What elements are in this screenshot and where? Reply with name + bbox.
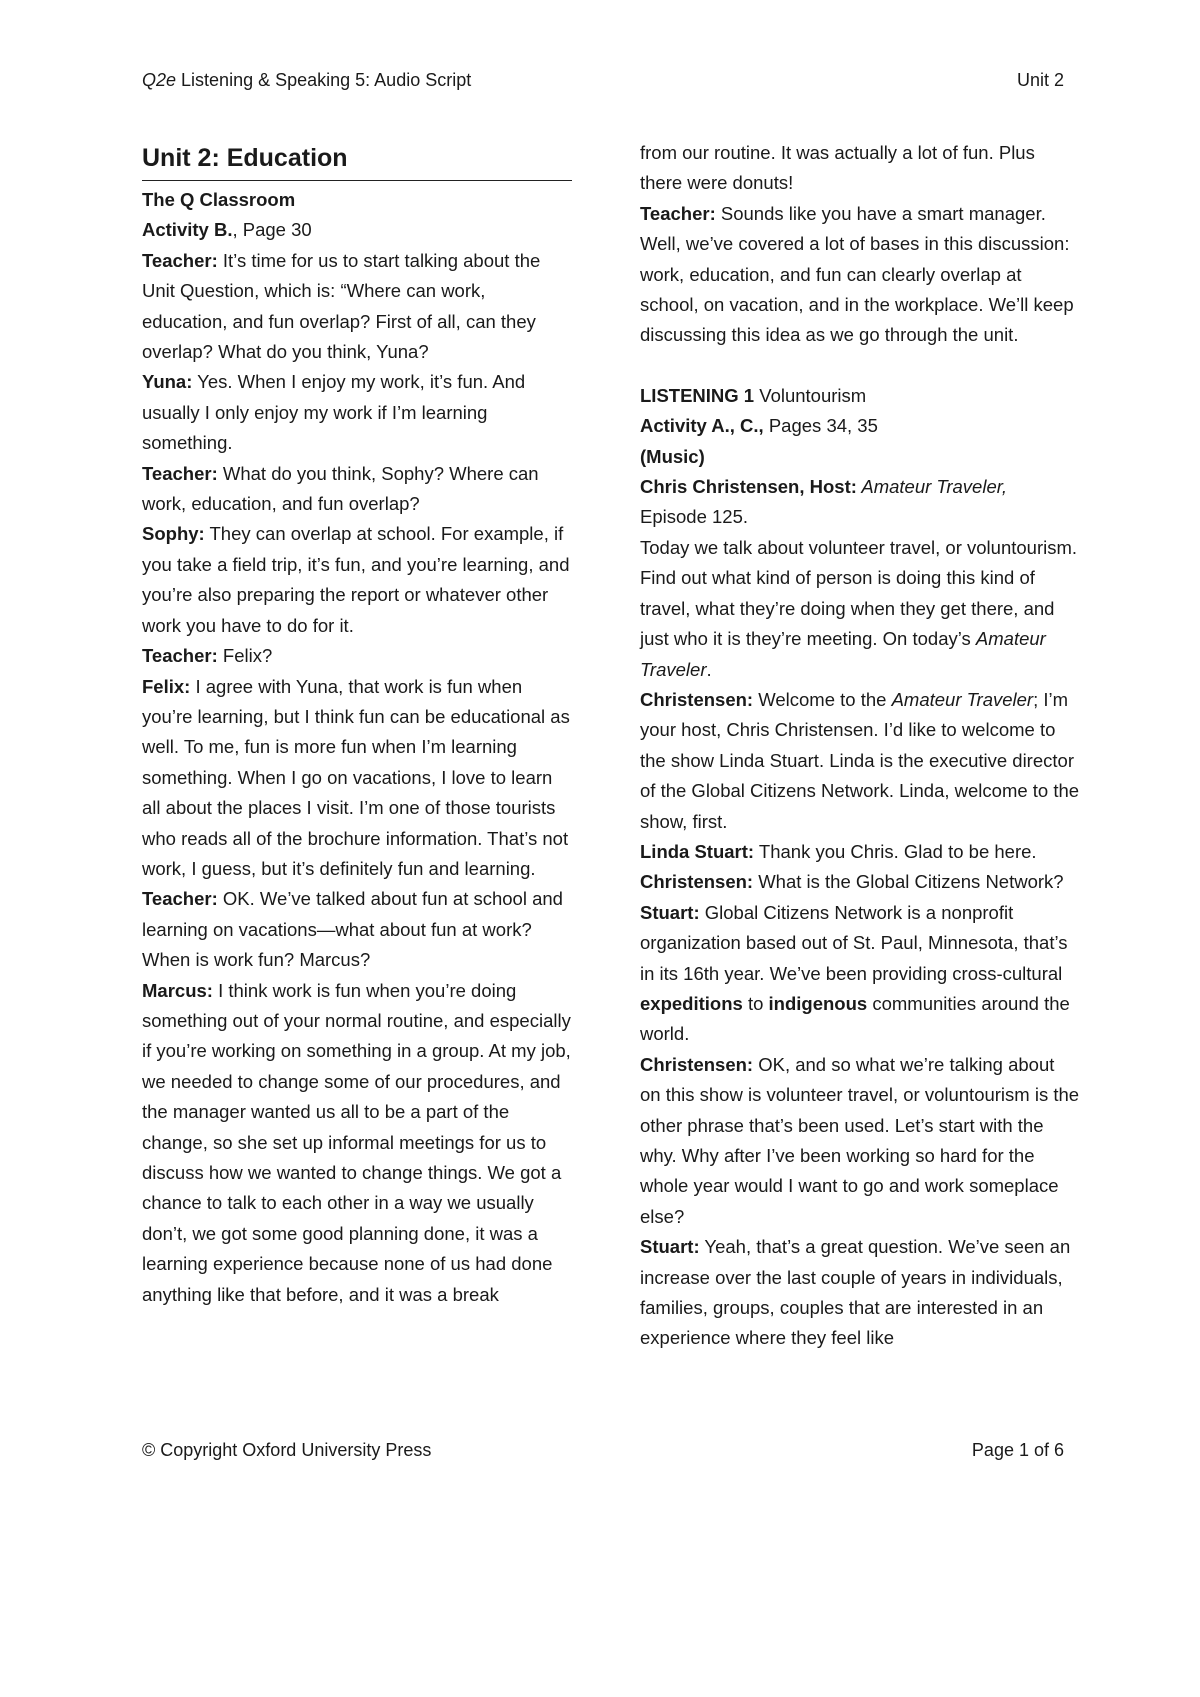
turn-text: They can overlap at school. For example, if you take a field trip, it’s fun, and you’re learning, and you’re also preparing the report or whatever other work you have to do for it. xyxy=(142,523,570,636)
listening-heading xyxy=(640,381,1080,411)
speaker-label: Stuart: xyxy=(640,901,700,923)
vocab-word: indigenous xyxy=(768,992,868,1014)
speaker-label: Yuna: xyxy=(142,371,193,393)
speaker-label: Teacher: xyxy=(640,202,716,224)
dialogue-turn xyxy=(142,641,572,671)
speaker-label: Felix: xyxy=(142,675,191,697)
turn-text: Sounds like you have a smart manager. Well, we’ve covered a lot of bases in this discussion: work, education, and fun can clearly overlap at school, on vacation, and in the workplace. We’ll keep discussing this idea as we go through the unit. xyxy=(640,202,1074,346)
running-footer xyxy=(142,1440,1064,1461)
dialogue-turn xyxy=(640,1050,1080,1232)
speaker-label: Stuart: xyxy=(640,1236,700,1258)
dialogue-turn xyxy=(640,1232,1080,1354)
dialogue-turn xyxy=(142,672,572,885)
intro-text: Today we talk about volunteer travel, or voluntourism. Find out what kind of person is doing this kind of travel, what they’re doing when they get there, and just who it is they’re meeting. On today’s xyxy=(640,536,1078,650)
speaker-label: Teacher: xyxy=(142,462,218,484)
activity-line xyxy=(142,215,572,245)
dialogue-turn xyxy=(142,519,572,641)
copyright-notice: © Copyright Oxford University Press xyxy=(142,1440,432,1460)
unit-title: Unit 2: Education xyxy=(142,140,572,181)
dialogue-turn xyxy=(640,898,1080,1050)
turn-text: to xyxy=(742,992,769,1014)
section-heading: The Q Classroom xyxy=(142,189,296,210)
turn-text: Thank you Chris. Glad to be here. xyxy=(754,840,1037,862)
header-series-italic: Q2e xyxy=(142,70,177,90)
turn-text: OK, and so what we’re talking about on this show is volunteer travel, or voluntourism is the other phrase that’s been used. Let’s start with the why. Why after I’ve been working so hard for the whole year would I want to go and work someplace else? xyxy=(640,1053,1080,1227)
turn-text: I think work is fun when you’re doing something out of your normal routine, and especially if you’re working on something in a group. At my job, we needed to change some of our procedures, and the manager wanted us all to be a part of the change, so she set up informal meetings for us to discuss how we wanted to change things. We got a chance to talk to each other in a way we usually don’t, we got some good planning done, it was a learning experience because none of us had done anything like that before, and it was a break xyxy=(142,979,571,1305)
dialogue-turn xyxy=(142,459,572,520)
turn-text: Yes. When I enjoy my work, it’s fun. And usually I only enjoy my work if I’m learning something. xyxy=(142,371,526,454)
turn-text: It’s time for us to start talking about the Unit Question, which is: “Where can work, education, and fun overlap? First of all, can they overlap? What do you think, Yuna? xyxy=(142,249,541,363)
dialogue-turn xyxy=(142,884,572,975)
speaker-label: Teacher: xyxy=(142,888,218,910)
speaker-label: Christensen: xyxy=(640,871,754,893)
turn-text: What do you think, Sophy? Where can work, education, and fun overlap? xyxy=(142,462,539,515)
intro-paragraph xyxy=(640,533,1080,685)
continued-text: from our routine. It was actually a lot of fun. Plus there were donuts! xyxy=(640,142,1035,194)
section-gap xyxy=(640,351,1080,381)
speaker-label: Teacher: xyxy=(142,645,218,667)
speaker-label: Marcus: xyxy=(142,979,213,1001)
speaker-label: Christensen: xyxy=(640,688,754,710)
running-header xyxy=(142,70,1064,91)
dialogue-turn xyxy=(640,837,1080,867)
activity-line xyxy=(640,411,1080,441)
speaker-label: Christensen: xyxy=(640,1053,754,1075)
dialogue-turn xyxy=(640,867,1080,897)
turn-text: I agree with Yuna, that work is fun when you’re learning, but I think fun can be educational as well. To me, fun is more fun when I’m learning something. When I go on vacations, I love to learn all about the places I visit. I’m one of those tourists who reads all of the brochure information. That’s not work, I guess, but it’s definitely fun and learning. xyxy=(142,675,570,879)
intro-end: . xyxy=(706,658,712,680)
show-title: Amateur Traveler, xyxy=(856,476,1008,498)
listening-label: LISTENING 1 xyxy=(640,384,755,406)
vocab-word: expeditions xyxy=(640,992,743,1014)
turn-text: What is the Global Citizens Network? xyxy=(753,871,1064,893)
activity-label: Activity A., C., xyxy=(640,415,764,437)
dialogue-turn xyxy=(142,976,572,1310)
page-number: Page 1 of 6 xyxy=(971,1440,1064,1460)
speaker-label: Linda Stuart: xyxy=(640,840,755,862)
episode-line: Episode 125. xyxy=(640,506,749,528)
dialogue-turns xyxy=(142,246,572,1310)
header-series-rest: Listening & Speaking 5: Audio Script xyxy=(176,70,472,90)
dialogue-turn xyxy=(640,199,1080,351)
dialogue-turn xyxy=(640,685,1080,837)
turn-text: Felix? xyxy=(217,645,273,667)
activity-label: Activity B. xyxy=(142,219,233,241)
dialogue-turn xyxy=(142,367,572,458)
turn-text: communities around the world. xyxy=(640,992,1070,1045)
listening-title: Voluntourism xyxy=(754,384,867,406)
turn-text: ; I’m your host, Chris Christensen. I’d like to welcome to the show Linda Stuart. Linda is the executive director of the Global Citizens Network. Linda, welcome to the show, first. xyxy=(640,688,1080,832)
show-title: Amateur Traveler xyxy=(640,628,1046,680)
speaker-label: Sophy: xyxy=(142,523,205,545)
turn-text: Global Citizens Network is a nonprofit organization based out of St. Paul, Minnesota, that’s in its 16th year. We’ve been providing cross-cultural xyxy=(640,901,1068,984)
dialogue-turn xyxy=(142,246,572,368)
turn-text: Welcome to the xyxy=(753,688,892,710)
speaker-label: Teacher: xyxy=(142,249,218,271)
speaker-label: Chris Christensen, Host: xyxy=(640,476,857,498)
header-series xyxy=(142,70,471,91)
header-unit: Unit 2 xyxy=(1016,70,1064,90)
turn-text: OK. We’ve talked about fun at school and learning on vacations—what about fun at work? When is work fun? Marcus? xyxy=(142,888,563,971)
music-cue: (Music) xyxy=(640,445,705,467)
show-title: Amateur Traveler xyxy=(891,688,1034,710)
activity-pages: Pages 34, 35 xyxy=(763,415,878,437)
right-column xyxy=(640,138,1080,1354)
host-line xyxy=(640,472,1080,502)
activity-page: , Page 30 xyxy=(232,219,312,241)
left-column xyxy=(142,140,572,1310)
turn-text: Yeah, that’s a great question. We’ve seen an increase over the last couple of years in individuals, families, groups, couples that are interested in an experience where they feel like xyxy=(640,1236,1071,1349)
